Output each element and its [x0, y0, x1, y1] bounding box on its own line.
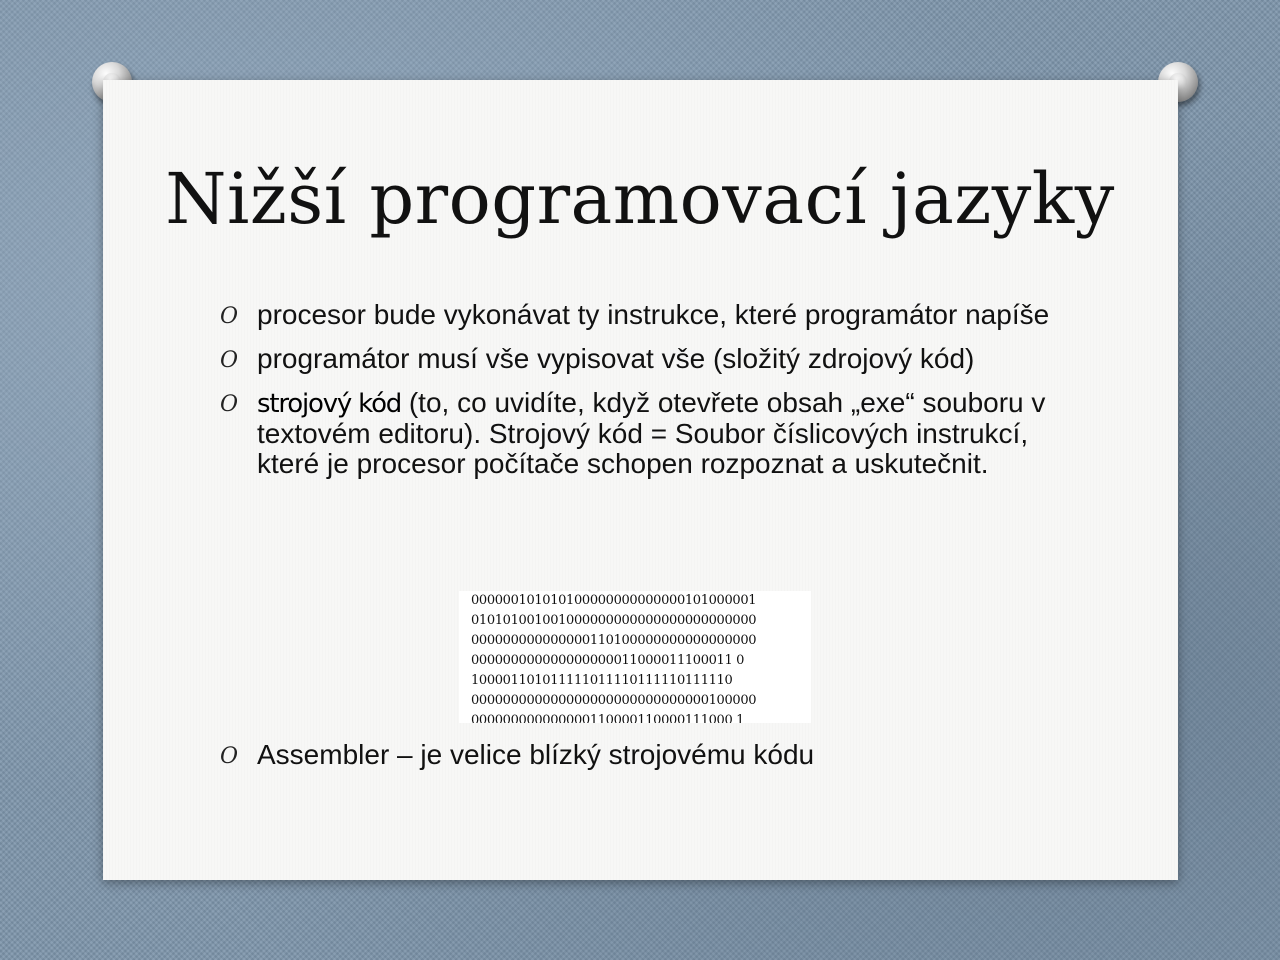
binary-line: 000000000000000110000110000111000 1 [471, 713, 745, 723]
bullet-list [220, 300, 1080, 493]
binary-line: 000000000000000000011000011100011 0 [471, 653, 745, 668]
binary-line: 010101001001000000000000000000000000 [471, 613, 757, 628]
machine-code-image [459, 591, 811, 723]
bullet-item-4 [220, 740, 1117, 770]
bullet-item-2 [220, 344, 1080, 374]
bullet-marker-icon: O [220, 744, 239, 769]
bullet-marker-icon: O [220, 304, 239, 329]
bullet-highlight-term: strojový kód [257, 389, 402, 419]
slide-title: Nižší programovací jazyky [165, 158, 1115, 240]
bullet-item-3 [220, 388, 1080, 479]
bullet-item-1 [220, 300, 1080, 330]
binary-line: 000000101010100000000000000101000001 [471, 593, 757, 608]
bullet-marker-icon: O [220, 348, 239, 373]
bullet-text: (to, co uvidíte, když otevřete obsah „exe“ souboru v textovém editoru). Strojový kód = Soubor číslicových instrukcí, které je procesor počítače schopen rozpoznat a uskutečnit. [257, 387, 1046, 479]
bullet-text: Assembler – je velice blízký strojovému kódu [257, 739, 815, 770]
binary-line: 000000000000000000000000000000100000 [471, 693, 757, 708]
binary-line: 100001101011111011110111110111110 [471, 673, 733, 688]
binary-line: 000000000000000110100000000000000000 [471, 633, 757, 648]
bullet-text: procesor bude vykonávat ty instrukce, které programátor napíše [257, 299, 1050, 330]
bullet-text: programátor musí vše vypisovat vše (složitý zdrojový kód) [257, 343, 975, 374]
bullet-marker-icon: O [220, 392, 239, 417]
